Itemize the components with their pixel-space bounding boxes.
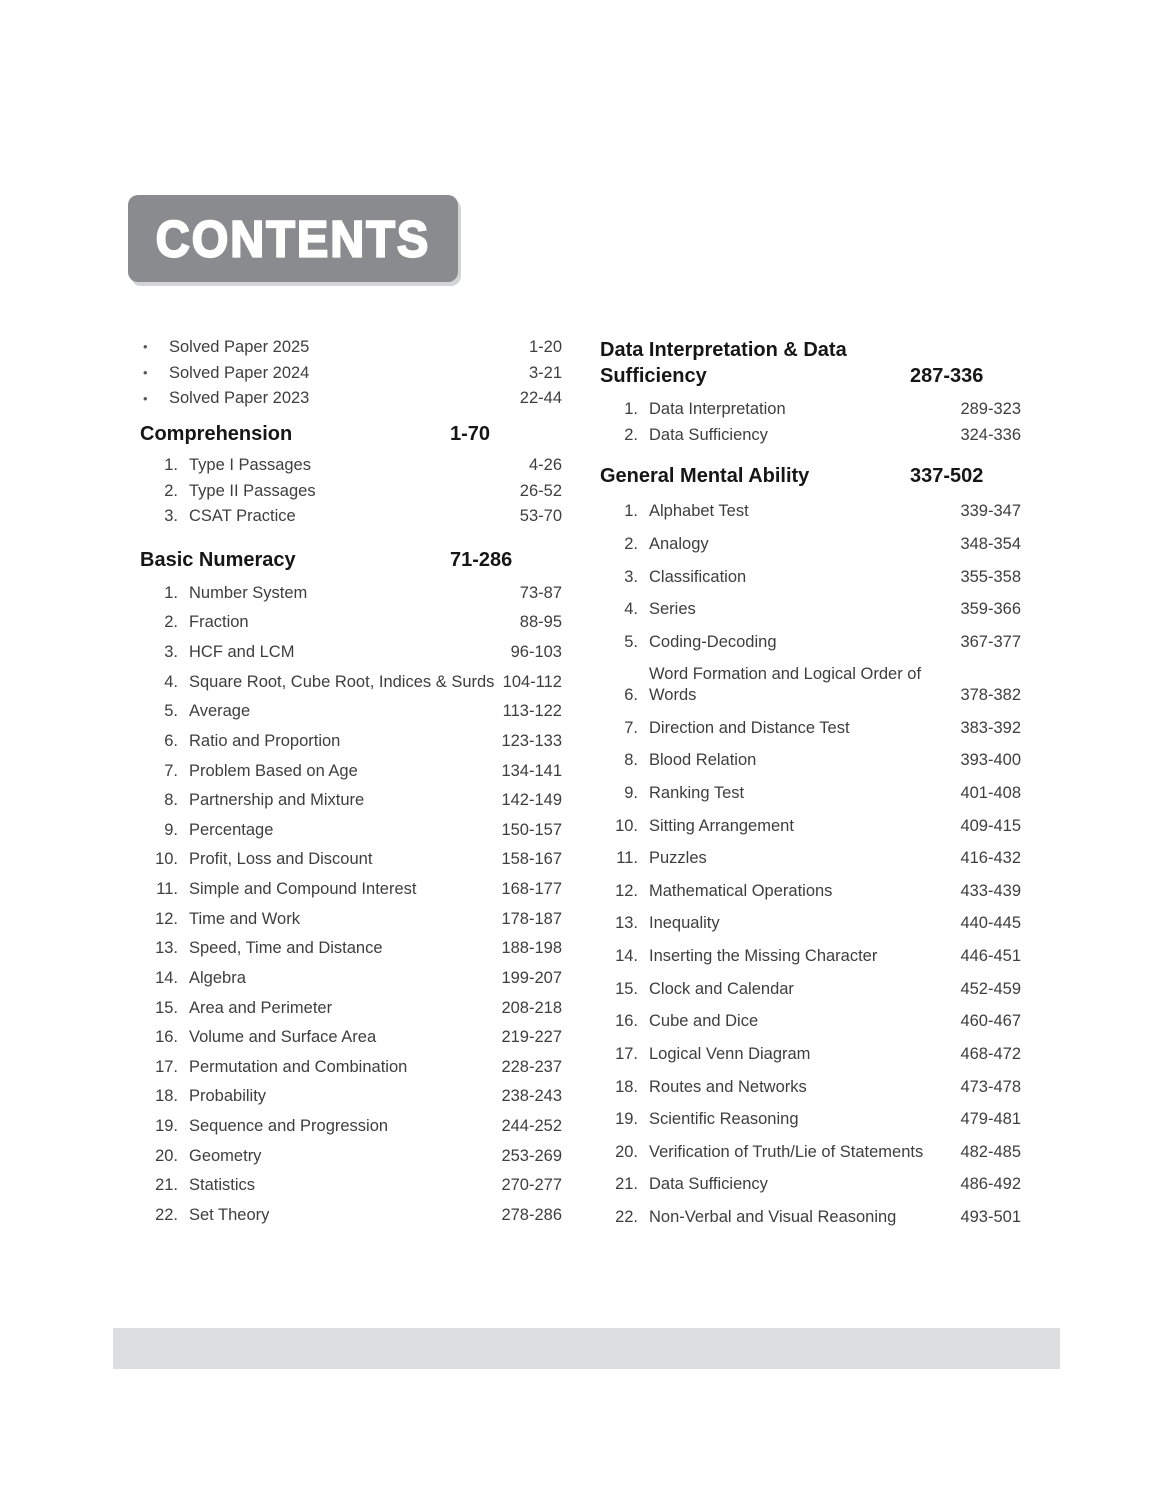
right-column: [600, 337, 1021, 1240]
item-pages: 440-445: [960, 914, 1021, 933]
item-number: 19.: [155, 1117, 178, 1135]
item-label: Partnership and Mixture: [189, 791, 365, 810]
solved-papers-list: [140, 337, 562, 409]
item-number: 2.: [164, 481, 178, 500]
item-pages: 378-382: [960, 686, 1021, 704]
section-items-comprehension: [140, 455, 562, 527]
item-number: 17.: [615, 1044, 638, 1063]
list-item: [600, 501, 1021, 522]
item-label: Mathematical Operations: [649, 881, 833, 900]
list-item: [600, 664, 1021, 705]
section-title: Comprehension: [140, 422, 293, 445]
list-item: [600, 632, 1021, 653]
item-label: Solved Paper 2025: [169, 338, 310, 356]
item-pages: 409-415: [960, 816, 1021, 835]
footer-bar: [113, 1328, 1060, 1369]
item-pages: 158-167: [501, 850, 562, 869]
item-label: Inserting the Missing Character: [649, 947, 878, 965]
item-number: 21.: [615, 1175, 638, 1194]
list-item: [140, 820, 562, 841]
list-item: [600, 1142, 1021, 1163]
item-label: Direction and Distance Test: [649, 718, 850, 737]
item-pages: 1-20: [528, 338, 562, 356]
item-number: 12.: [615, 881, 638, 900]
item-number: 1.: [624, 400, 638, 418]
item-pages: 219-227: [501, 1028, 562, 1047]
list-item: [600, 1207, 1021, 1228]
item-pages: 253-269: [501, 1146, 562, 1165]
list-item: [600, 425, 1021, 446]
item-label: Ranking Test: [649, 783, 745, 802]
item-number: 3.: [624, 567, 638, 586]
item-label: Sequence and Progression: [189, 1117, 389, 1135]
item-number: 1.: [624, 502, 638, 521]
item-pages: 104-112: [502, 672, 562, 691]
item-label: Classification: [649, 567, 747, 586]
section-header-general-mental-ability: [600, 463, 1021, 489]
item-label: CSAT Practice: [189, 507, 296, 526]
item-pages: 244-252: [501, 1117, 562, 1135]
section-pages: 337-502: [910, 465, 984, 488]
item-label: Clock and Calendar: [649, 979, 794, 998]
item-number: 15.: [615, 979, 638, 998]
item-label: Average: [189, 702, 251, 721]
item-label: Set Theory: [189, 1205, 270, 1224]
section-header-comprehension: [140, 421, 562, 447]
item-pages: 348-354: [960, 534, 1021, 553]
item-label: Sitting Arrangement: [649, 816, 794, 835]
bullet-icon: •: [143, 390, 148, 406]
item-pages: 53-70: [519, 507, 562, 526]
item-number: 18.: [615, 1077, 638, 1096]
item-pages: 88-95: [519, 613, 562, 632]
item-number: 5.: [164, 702, 178, 721]
item-label: Volume and Surface Area: [189, 1028, 377, 1047]
list-item: [140, 455, 562, 476]
section-header-data-interpretation: [600, 337, 1021, 389]
item-pages: 123-133: [501, 731, 562, 750]
list-item: [600, 816, 1021, 837]
item-pages: 401-408: [960, 783, 1021, 802]
item-label: Data Interpretation: [649, 400, 786, 418]
list-item: [600, 881, 1021, 902]
item-number: 2.: [164, 613, 178, 632]
item-label: Non-Verbal and Visual Reasoning: [649, 1208, 897, 1226]
list-item: [600, 848, 1021, 869]
item-label: Blood Relation: [649, 751, 757, 770]
list-item: [600, 946, 1021, 967]
section-items-basic-numeracy: [140, 583, 562, 1226]
list-item: [140, 701, 562, 722]
list-item: [140, 1175, 562, 1196]
item-label: Ratio and Proportion: [189, 731, 341, 750]
bullet-icon: •: [143, 365, 148, 381]
item-label: Area and Perimeter: [189, 998, 333, 1017]
item-number: 16.: [155, 1028, 178, 1047]
item-label: Number System: [189, 583, 308, 602]
item-pages: 142-149: [501, 791, 562, 810]
item-number: 2.: [624, 425, 638, 444]
item-pages: 460-467: [960, 1012, 1021, 1031]
list-item: [600, 399, 1021, 420]
item-pages: 134-141: [501, 761, 562, 780]
item-label: Coding-Decoding: [649, 632, 777, 651]
item-pages: 199-207: [501, 968, 562, 987]
list-item: [140, 612, 562, 633]
item-label: Solved Paper 2024: [169, 363, 310, 382]
item-label: Data Sufficiency: [649, 1175, 768, 1194]
left-column: [140, 337, 562, 1235]
item-pages: 452-459: [960, 979, 1021, 998]
item-label: Data Sufficiency: [649, 425, 768, 444]
list-item: [140, 642, 562, 663]
item-number: 4.: [624, 600, 638, 619]
list-item: [140, 1146, 562, 1167]
list-item: [140, 1116, 562, 1137]
item-number: 20.: [155, 1146, 178, 1165]
list-item: [140, 1027, 562, 1048]
section-items-data-interpretation: [600, 399, 1021, 445]
section-title: Data Interpretation & Data Sufficiency: [600, 339, 847, 387]
list-item: [600, 1109, 1021, 1130]
list-item: [600, 567, 1021, 588]
item-number: 21.: [155, 1176, 178, 1195]
list-item: [140, 849, 562, 870]
item-pages: 339-347: [960, 502, 1021, 521]
item-number: 12.: [155, 909, 178, 928]
list-item: [140, 1086, 562, 1107]
section-header-basic-numeracy: [140, 547, 562, 573]
item-pages: 238-243: [501, 1087, 562, 1106]
item-pages: 383-392: [960, 718, 1021, 737]
item-label: Fraction: [189, 613, 249, 632]
item-number: 22.: [615, 1208, 638, 1226]
item-number: 6.: [624, 686, 638, 704]
item-number: 10.: [615, 816, 638, 835]
item-pages: 113-122: [502, 702, 562, 721]
list-item: [140, 583, 562, 604]
item-number: 13.: [615, 914, 638, 933]
item-label: Profit, Loss and Discount: [189, 850, 373, 869]
item-number: 8.: [624, 751, 638, 770]
item-number: 7.: [624, 718, 638, 737]
list-item: [140, 938, 562, 959]
item-number: 14.: [615, 947, 638, 965]
list-item: [140, 506, 562, 527]
item-pages: 3-21: [528, 363, 562, 382]
item-pages: 433-439: [960, 881, 1021, 900]
item-number: 9.: [624, 783, 638, 802]
item-number: 1.: [164, 455, 178, 474]
list-item: [600, 599, 1021, 620]
item-label: Puzzles: [649, 849, 707, 868]
item-pages: 486-492: [960, 1175, 1021, 1194]
item-label: Routes and Networks: [649, 1077, 807, 1096]
list-item: [600, 1077, 1021, 1098]
list-item: [600, 1174, 1021, 1195]
item-label: Word Formation and Logical Order of Words: [649, 665, 922, 704]
item-pages: 473-478: [960, 1077, 1021, 1096]
list-item: [600, 979, 1021, 1000]
item-number: 6.: [164, 731, 178, 750]
section-pages: 71-286: [450, 548, 513, 571]
item-number: 13.: [155, 939, 178, 958]
item-pages: 228-237: [501, 1057, 562, 1076]
list-item: [600, 913, 1021, 934]
item-number: 22.: [155, 1205, 178, 1224]
item-number: 20.: [615, 1142, 638, 1161]
item-label: Permutation and Combination: [189, 1057, 408, 1076]
list-item: [140, 731, 562, 752]
item-pages: 96-103: [510, 643, 562, 661]
item-number: 2.: [624, 534, 638, 553]
item-label: Simple and Compound Interest: [189, 880, 417, 898]
list-item: [140, 998, 562, 1019]
item-number: 3.: [164, 507, 178, 526]
list-item: [600, 718, 1021, 739]
item-number: 4.: [164, 672, 178, 691]
item-number: 1.: [164, 583, 178, 602]
item-label: Verification of Truth/Lie of Statements: [649, 1142, 924, 1161]
list-item: [140, 481, 562, 502]
item-label: Statistics: [189, 1176, 256, 1195]
item-label: Type II Passages: [189, 481, 316, 500]
list-item: [600, 534, 1021, 555]
item-number: 17.: [155, 1057, 178, 1076]
list-item: [600, 783, 1021, 804]
list-item: [140, 1057, 562, 1078]
item-label: HCF and LCM: [189, 643, 295, 661]
item-label: Inequality: [649, 914, 720, 933]
item-label: Series: [649, 600, 696, 619]
item-label: Type I Passages: [189, 455, 311, 474]
item-number: 19.: [615, 1110, 638, 1129]
item-pages: 278-286: [501, 1205, 562, 1224]
list-item: [140, 363, 562, 384]
list-item: [140, 337, 562, 358]
section-pages: 1-70: [450, 422, 491, 445]
item-number: 3.: [164, 643, 178, 661]
item-pages: 150-157: [501, 820, 562, 839]
item-label: Alphabet Test: [649, 502, 749, 521]
section-title: Basic Numeracy: [140, 548, 296, 571]
item-label: Percentage: [189, 820, 274, 839]
item-pages: 468-472: [960, 1044, 1021, 1063]
item-number: 18.: [155, 1087, 178, 1106]
item-pages: 270-277: [501, 1176, 562, 1195]
item-label: Cube and Dice: [649, 1012, 759, 1031]
list-item: [140, 790, 562, 811]
item-label: Logical Venn Diagram: [649, 1044, 811, 1063]
section-title: General Mental Ability: [600, 465, 810, 488]
list-item: [140, 968, 562, 989]
item-pages: 482-485: [960, 1142, 1021, 1161]
item-pages: 289-323: [960, 400, 1021, 418]
item-number: 7.: [164, 761, 178, 780]
item-pages: 359-366: [960, 600, 1021, 619]
item-pages: 393-400: [960, 751, 1021, 770]
item-pages: 26-52: [519, 481, 562, 500]
section-pages: 287-336: [910, 365, 984, 387]
item-pages: 73-87: [519, 583, 562, 602]
item-label: Speed, Time and Distance: [189, 939, 383, 958]
item-pages: 4-26: [528, 455, 562, 474]
item-number: 10.: [155, 850, 178, 869]
item-pages: 367-377: [960, 632, 1021, 651]
contents-badge: [128, 195, 458, 282]
item-pages: 22-44: [519, 389, 562, 408]
item-pages: 493-501: [960, 1208, 1021, 1226]
list-item: [140, 388, 562, 409]
item-label: Algebra: [189, 968, 246, 987]
item-number: 14.: [155, 968, 178, 987]
list-item: [140, 1205, 562, 1226]
item-label: Probability: [189, 1087, 267, 1106]
item-pages: 324-336: [960, 425, 1021, 444]
item-label: Analogy: [649, 534, 709, 553]
item-number: 11.: [156, 880, 178, 898]
item-pages: 188-198: [501, 939, 562, 958]
list-item: [600, 1044, 1021, 1065]
item-label: Square Root, Cube Root, Indices & Surds: [189, 672, 495, 691]
item-number: 8.: [164, 791, 178, 810]
item-number: 5.: [624, 632, 638, 651]
list-item: [140, 761, 562, 782]
item-pages: 479-481: [960, 1110, 1021, 1129]
item-pages: 416-432: [960, 849, 1021, 868]
item-label: Scientific Reasoning: [649, 1110, 799, 1129]
item-number: 11.: [616, 849, 638, 868]
item-pages: 168-177: [501, 880, 562, 898]
item-number: 15.: [155, 998, 178, 1017]
item-pages: 208-218: [501, 998, 562, 1017]
item-label: Problem Based on Age: [189, 761, 358, 780]
list-item: [140, 672, 562, 693]
section-items-general-mental-ability: [600, 501, 1021, 1227]
item-number: 9.: [164, 820, 178, 839]
item-label: Time and Work: [189, 909, 300, 928]
item-pages: 178-187: [501, 909, 562, 928]
page-title: CONTENTS: [155, 209, 431, 268]
list-item: [140, 879, 562, 900]
list-item: [140, 909, 562, 930]
item-label: Solved Paper 2023: [169, 389, 310, 408]
item-number: 16.: [615, 1012, 638, 1031]
bullet-icon: •: [143, 339, 148, 355]
list-item: [600, 750, 1021, 771]
item-label: Geometry: [189, 1146, 262, 1165]
item-pages: 355-358: [960, 567, 1021, 586]
item-pages: 446-451: [960, 947, 1021, 965]
list-item: [600, 1011, 1021, 1032]
